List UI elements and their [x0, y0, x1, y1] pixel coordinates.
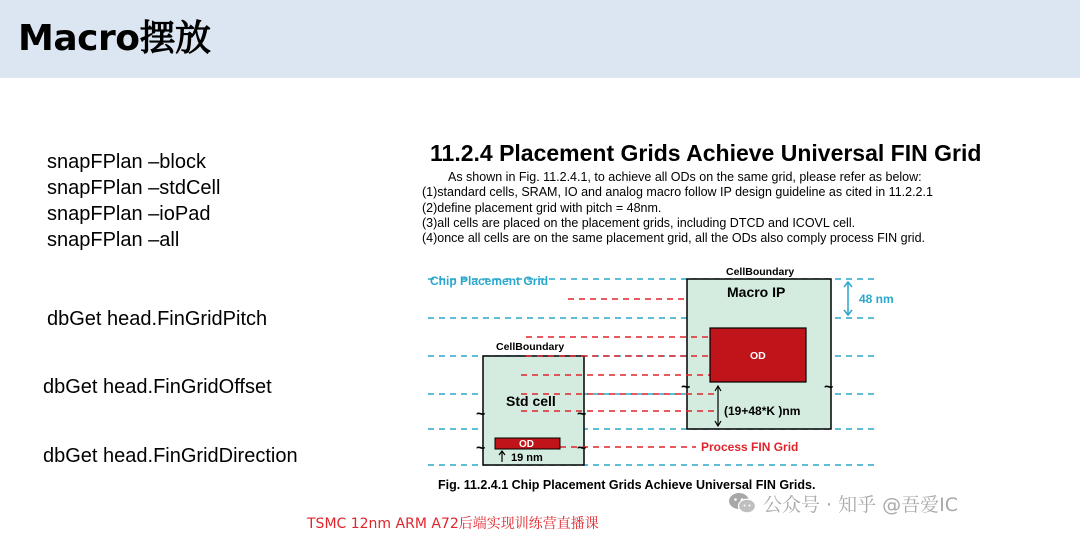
- svg-text:~: ~: [577, 406, 587, 423]
- std-od-label: OD: [519, 439, 534, 450]
- snapfplan-commands: [47, 149, 220, 253]
- std-cell-boundary-label: CellBoundary: [496, 341, 565, 353]
- watermark: [727, 490, 958, 516]
- macro-offset-label: (19+48*K )nm: [724, 404, 801, 418]
- cmd-fin-grid-pitch: dbGet head.FinGridPitch: [47, 308, 268, 330]
- doc-heading: 11.2.4 Placement Grids Achieve Universal FIN Grid: [430, 140, 982, 166]
- placement-grid-figure: [416, 260, 894, 472]
- svg-text:~: ~: [476, 406, 486, 423]
- doc-point-4: (4)once all cells are on the same placement grid, all the ODs also comply process FIN grid.: [422, 231, 925, 246]
- cmd-fin-grid-direction: dbGet head.FinGridDirection: [43, 445, 298, 467]
- doc-point-2: (2)define placement grid with pitch = 48nm.: [422, 200, 662, 215]
- cmd-snapfplan-block: snapFPlan –block: [47, 151, 206, 173]
- cmd-fin-grid-offset: dbGet head.FinGridOffset: [43, 376, 272, 398]
- pitch-dimension: [844, 282, 852, 315]
- figure-caption: Fig. 11.2.4.1 Chip Placement Grids Achieve Universal FIN Grids.: [438, 478, 816, 492]
- svg-text:~: ~: [577, 440, 587, 457]
- doc-intro: As shown in Fig. 11.2.4.1, to achieve all ODs on the same grid, please refer as below:: [448, 170, 922, 184]
- macro-od-label: OD: [750, 350, 766, 362]
- wechat-icon: [727, 490, 757, 516]
- macro-ip-label: Macro IP: [727, 284, 786, 300]
- course-note: TSMC 12nm ARM A72后端实现训练营直播课: [307, 516, 599, 532]
- cmd-snapfplan-stdcell: snapFPlan –stdCell: [47, 177, 221, 199]
- svg-text:~: ~: [824, 379, 834, 396]
- doc-body: [422, 170, 933, 246]
- slide-title: Macro摆放: [18, 18, 211, 59]
- svg-text:~: ~: [681, 379, 691, 396]
- svg-text:~: ~: [476, 440, 486, 457]
- doc-point-3: (3)all cells are placed on the placement grids, including DTCD and ICOVL cell.: [422, 215, 856, 230]
- title-bar: [0, 0, 1080, 78]
- watermark-text: 公众号 · 知乎 @吾爱IC: [763, 493, 959, 516]
- pitch-label: 48 nm: [859, 292, 894, 306]
- doc-point-1: (1)standard cells, SRAM, IO and analog macro follow IP design guideline as cited in 11.2.2.1: [422, 185, 933, 200]
- cmd-snapfplan-iopad: snapFPlan –ioPad: [47, 203, 211, 225]
- std-offset-label: 19 nm: [511, 452, 543, 464]
- macro-cell-boundary-label: CellBoundary: [726, 266, 795, 278]
- cmd-snapfplan-all: snapFPlan –all: [47, 229, 180, 251]
- std-cell-label: Std cell: [506, 393, 556, 409]
- chip-placement-grid-label: Chip Placement Grid: [430, 274, 549, 288]
- process-fin-grid-label: Process FIN Grid: [701, 440, 799, 454]
